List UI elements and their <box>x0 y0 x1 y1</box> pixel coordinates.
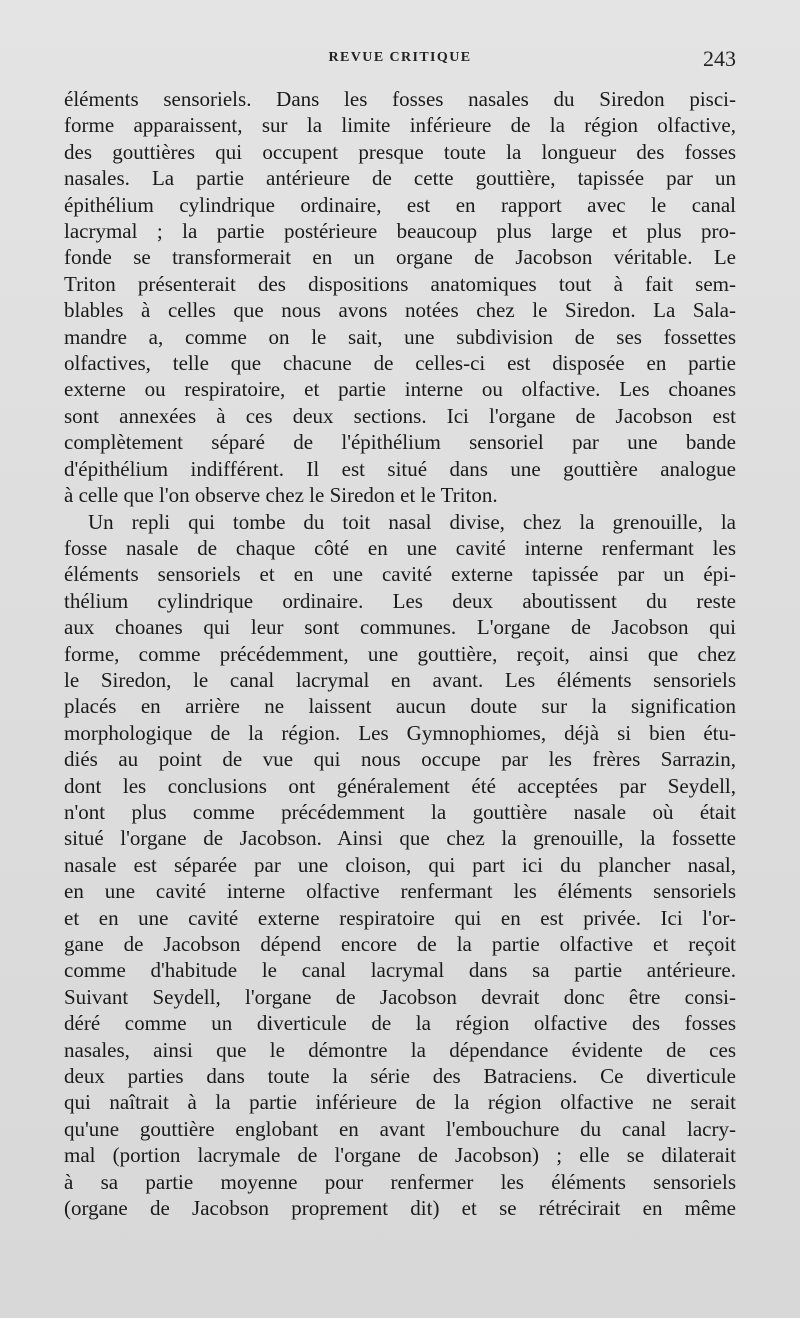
text-line: Triton présenterait des dispositions anatomiques tout à fait sem- <box>64 271 736 296</box>
body-text <box>64 86 736 1221</box>
text-line: d'épithélium indifférent. Il est situé dans une gouttière analogue <box>64 456 736 481</box>
paragraph-2 <box>64 509 736 1222</box>
text-line: déré comme un diverticule de la région olfactive des fosses <box>64 1011 736 1036</box>
text-line: dont les conclusions ont généralement été acceptées par Seydell, <box>64 773 736 798</box>
text-line: comme d'habitude le canal lacrymal dans sa partie antérieure. <box>64 958 736 983</box>
text-line: Un repli qui tombe du toit nasal divise, chez la grenouille, la <box>88 509 736 534</box>
text-line: éléments sensoriels. Dans les fosses nasales du Siredon pisci- <box>64 87 736 111</box>
text-line: n'ont plus comme précédemment la gouttière nasale où était <box>64 799 736 824</box>
text-line: qu'une gouttière englobant en avant l'embouchure du canal lacry- <box>64 1116 736 1141</box>
text-line: qui naîtrait à la partie inférieure de la région olfactive ne serait <box>64 1090 736 1115</box>
text-line: en une cavité interne olfactive renfermant les éléments sensoriels <box>64 879 736 904</box>
running-title: REVUE CRITIQUE <box>328 50 472 65</box>
text-line: nasales, ainsi que le démontre la dépendance évidente de ces <box>64 1037 736 1062</box>
text-line: le Siredon, le canal lacrymal en avant. Les éléments sensoriels <box>64 667 736 692</box>
text-line: forme, comme précédemment, une gouttière, reçoit, ainsi que chez <box>64 641 736 666</box>
text-line: morphologique de la région. Les Gymnophiomes, déjà si bien étu- <box>64 720 736 745</box>
text-line: aux choanes qui leur sont communes. L'organe de Jacobson qui <box>64 615 736 640</box>
page-header <box>64 46 736 74</box>
text-line: gane de Jacobson dépend encore de la partie olfactive et reçoit <box>64 932 736 956</box>
text-line: complètement séparé de l'épithélium sensoriel par une bande <box>64 430 736 455</box>
text-line: nasale est séparée par une cloison, qui part ici du plancher nasal, <box>64 852 736 877</box>
text-line: éléments sensoriels et en une cavité externe tapissée par un épi- <box>64 562 736 587</box>
text-line: thélium cylindrique ordinaire. Les deux aboutissent du reste <box>64 588 736 613</box>
text-line: olfactives, telle que chacune de celles-ci est disposée en partie <box>64 351 736 376</box>
text-line: fonde se transformerait en un organe de Jacobson véritable. Le <box>64 245 736 270</box>
text-line: lacrymal ; la partie postérieure beaucoup plus large et plus pro- <box>64 219 736 244</box>
text-line: mandre a, comme on le sait, une subdivision de ses fossettes <box>64 324 736 349</box>
text-line: et en une cavité externe respiratoire qui en est privée. Ici l'or- <box>64 905 736 930</box>
text-line: sont annexées à ces deux sections. Ici l'organe de Jacobson est <box>64 403 736 428</box>
text-line: épithélium cylindrique ordinaire, est en rapport avec le canal <box>64 192 736 217</box>
text-line: nasales. La partie antérieure de cette gouttière, tapissée par un <box>64 166 736 191</box>
text-line: à sa partie moyenne pour renfermer les éléments sensoriels <box>64 1169 736 1194</box>
text-line: diés au point de vue qui nous occupe par les frères Sarrazin, <box>64 747 736 772</box>
text-line: à celle que l'on observe chez le Siredon et le Triton. <box>64 483 498 508</box>
text-line: forme apparaissent, sur la limite inférieure de la région olfactive, <box>64 113 736 138</box>
text-line: fosse nasale de chaque côté en une cavité interne renfermant les <box>64 535 736 560</box>
text-line: placés en arrière ne laissent aucun doute sur la signification <box>64 694 736 719</box>
text-line: Suivant Seydell, l'organe de Jacobson devrait donc être consi- <box>64 984 736 1009</box>
text-line: des gouttières qui occupent presque toute la longueur des fosses <box>64 139 736 164</box>
text-line: externe ou respiratoire, et partie interne ou olfactive. Les choanes <box>64 377 736 402</box>
text-line: deux parties dans toute la série des Batraciens. Ce diverticule <box>64 1064 736 1089</box>
paragraph-1 <box>64 86 736 509</box>
text-line: blables à celles que nous avons notées chez le Siredon. La Sala- <box>64 298 736 323</box>
text-line: (organe de Jacobson proprement dit) et se rétrécirait en même <box>64 1196 736 1221</box>
text-line: situé l'organe de Jacobson. Ainsi que chez la grenouille, la fossette <box>64 826 736 851</box>
text-line: mal (portion lacrymale de l'organe de Jacobson) ; elle se dilaterait <box>64 1143 736 1168</box>
page-number: 243 <box>703 46 736 71</box>
